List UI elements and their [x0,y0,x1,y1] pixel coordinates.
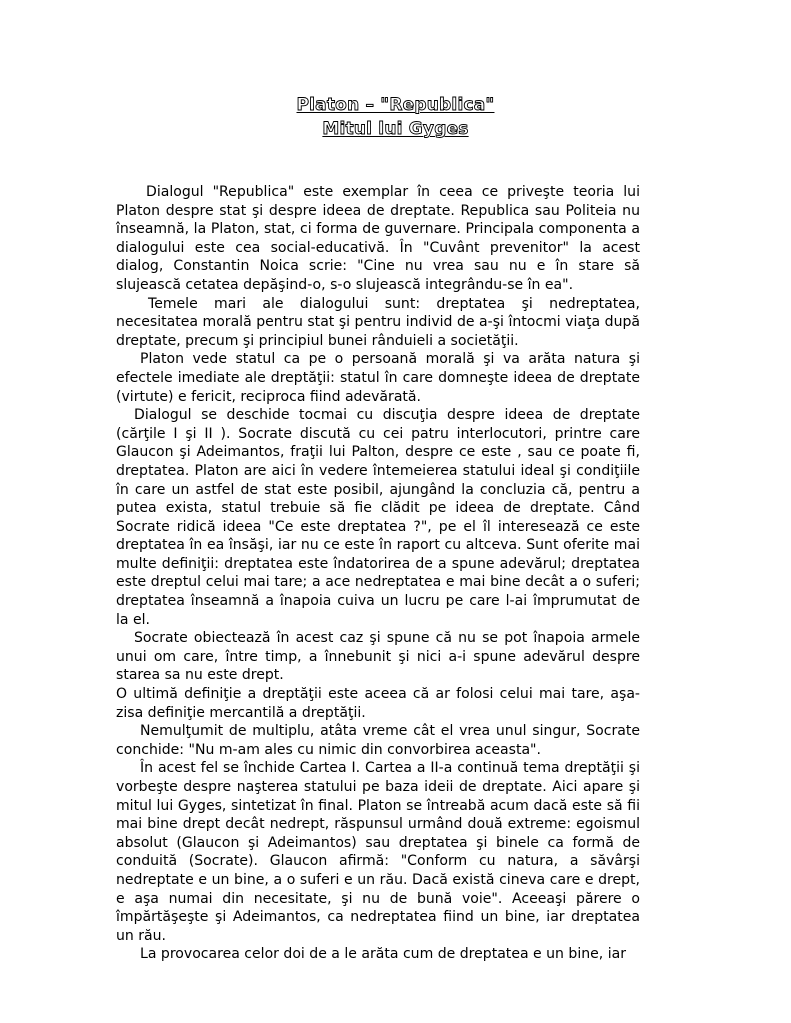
paragraph: Nemulţumit de multiplu, atâta vreme cât el vrea unul singur, Socrate conchide: "Nu m-am ales cu nimic din convorbirea aceasta". [116,723,640,758]
paragraph: Temele mari ale dialogului sunt: dreptatea şi nedreptatea, necesitatea morală pentru stat şi pentru individ de a-şi întocmi viaţa după dreptate, precum şi principiul bunei rânduieli a societăţii. [116,295,640,349]
paragraph: Dialogul se deschide tocmai cu discuţia despre ideea de dreptate (cărţile I şi II ). Socrate discută cu cei patru interlocutori, printre care Glaucon şi Adeimantos, fraţii lui Palton, despre ce este , sau ce poate fi, dreptatea. Platon are aici în vedere întemeierea statului ideal şi condiţiile în care un astfel de stat este posibil, ajungând la concluzia că, pentru a putea exista, statul trebuie să fie clădit pe ideea de dreptate. Când Socrate ridică ideea "Ce este dreptatea ?", pe el îl interesează ce este dreptatea în ea însăşi, iar nu ce este în raport cu altceva. Sunt oferite mai multe definiţii: dreptatea este îndatorirea de a spune adevărul; dreptatea este dreptul celui mai tare; a ace nedreptatea e mai bine decât a o suferi; dreptatea înseamnă a înapoia cuiva un lucru pe care l-ai împrumutat de la el. [116,407,640,628]
paragraph: Socrate obiectează în acest caz şi spune că nu se pot înapoia armele unui om care, între timp, a înnebunit şi nici a-i spune adevărul despre starea sa nu este drept. [116,630,640,684]
title-line-1: Platon – "Republica" [296,95,495,115]
title-line-2: Mitul lui Gyges [322,119,469,139]
paragraph: O ultimă definiţie a dreptăţii este aceea că ar folosi celui mai tare, aşa-zisa definiţie mercantilă a dreptăţii. [116,686,640,721]
paragraph: Platon vede statul ca pe o persoană morală şi va arăta natura şi efectele imediate ale dreptăţii: statul în care domneşte ideea de dreptate (virtute) e fericit, reciproca fiind adevărată. [116,351,640,405]
paragraph: La provocarea celor doi de a le arăta cum de dreptatea e un bine, iar [140,946,626,963]
paragraph: În acest fel se închide Cartea I. Cartea a II-a continuă tema dreptăţii şi vorbeşte despre naşterea statului pe baza ideii de dreptate. Aici apare şi mitul lui Gyges, sintetizat în final. Platon se întreabă acum dacă este să fii mai bine drept decât nedrept, răspunsul urmând două extreme: egoismul absolut (Glaucon şi Adeimantos) sau dreptatea şi binele ca formă de conduită (Socrate). Glaucon afirmă: "Conform cu natura, a săvârşi nedreptate e un bine, a o suferi e un rău. Dacă există cineva care e drept, e aşa numai din necesitate, şi nu de bună voie". Aceeaşi părere o împărtăşeşte şi Adeimantos, ca nedreptatea fiind un bine, iar dreptatea un rău. [116,760,640,944]
document-title [0,93,791,141]
paragraph: Dialogul "Republica" este exemplar în ceea ce priveşte teoria lui Platon despre stat şi despre ideea de dreptate. Republica sau Politeia nu înseamnă, la Platon, stat, ci forma de guvernare. Principala componenta a dialogului este cea social-educativă. În "Cuvânt prevenitor" la acest dialog, Constantin Noica scrie: "Cine nu vrea sau nu e în stare să slujească cetatea depăşind-o, s-o slujească integrându-se în ea". [116,184,640,293]
document-body [116,183,640,964]
